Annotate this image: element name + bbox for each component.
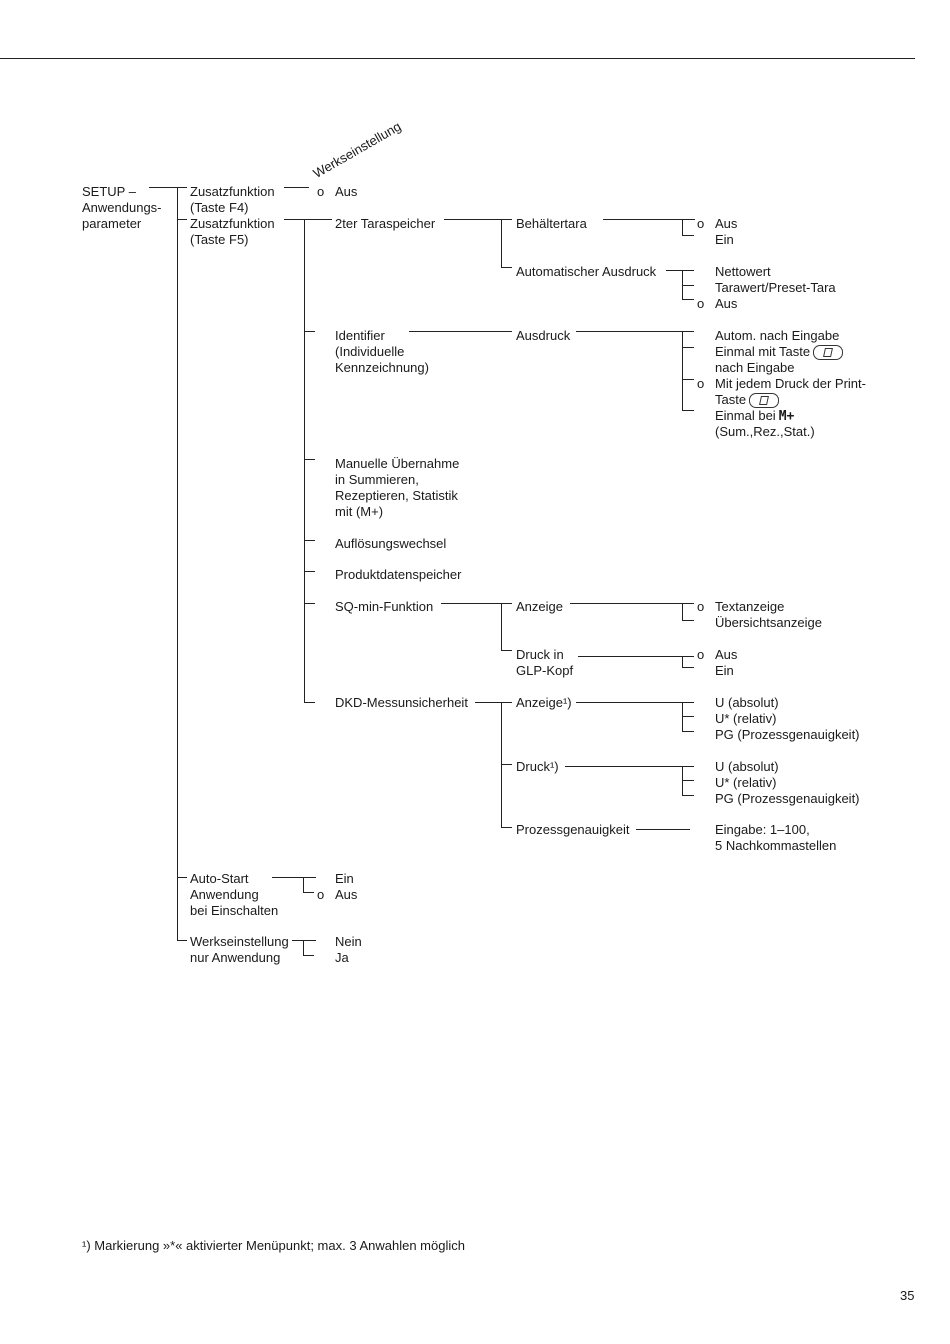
menu-automatischer-ausdruck: Automatischer Ausdruck: [516, 264, 657, 279]
menu-manuelle-uebernahme: Manuelle Übernahme: [335, 456, 460, 471]
root-label-line3: parameter: [82, 216, 142, 231]
print-key-icon: [813, 345, 843, 360]
factory-setting-column-header: Werkseinstellung: [310, 118, 404, 181]
option-einmal-bei-label: Einmal bei: [715, 408, 776, 423]
option-nachkommastellen: 5 Nachkommastellen: [715, 838, 837, 853]
option-pg: PG (Prozessgenauigkeit): [715, 791, 860, 806]
option-sum-rez-stat: (Sum.,Rez.,Stat.): [715, 424, 815, 439]
menu-anzeige: Anzeige: [516, 599, 563, 614]
option-autom-nach-eingabe: Autom. nach Eingabe: [715, 328, 840, 343]
option-ein: Ein: [715, 232, 734, 247]
menu-behaeltertara: Behältertara: [516, 216, 587, 231]
option-pg: PG (Prozessgenauigkeit): [715, 727, 860, 742]
autostart-label-3: bei Einschalten: [190, 903, 279, 918]
factory-marker: o: [697, 647, 705, 662]
menu-druck-glp-line2: GLP-Kopf: [516, 663, 574, 678]
option-einmal-mit-taste: [715, 344, 843, 360]
factory-marker: o: [697, 376, 705, 391]
menu-manuelle-line2: in Summieren,: [335, 472, 419, 487]
factory-marker: o: [317, 887, 325, 902]
zusatzfunktion-f5-label: Zusatzfunktion: [190, 216, 275, 231]
menu-anzeige-dkd: Anzeige¹): [516, 695, 572, 710]
page-number: 35: [900, 1288, 915, 1303]
menu-dkd: DKD-Messunsicherheit: [335, 695, 468, 710]
option-u-absolut: U (absolut): [715, 695, 779, 710]
factory-marker: o: [697, 599, 705, 614]
factory-marker: o: [697, 216, 705, 231]
zusatzfunktion-f5-key: (Taste F5): [190, 232, 249, 247]
menu-produktdatenspeicher: Produktdatenspeicher: [335, 567, 462, 582]
menu-manuelle-line4: mit (M+): [335, 504, 384, 519]
option-eingabe-range: Eingabe: 1–100,: [715, 822, 810, 837]
option-einmal-mit-taste-label: Einmal mit Taste: [715, 344, 811, 359]
option-aus: Aus: [715, 296, 738, 311]
autostart-label-2: Anwendung: [190, 887, 259, 902]
option-textanzeige: Textanzeige: [715, 599, 785, 614]
menu-taraspeicher: 2ter Taraspeicher: [335, 216, 436, 231]
menu-aufloesungswechsel: Auflösungswechsel: [335, 536, 447, 551]
menu-identifier-line3: Kennzeichnung): [335, 360, 429, 375]
factory-marker: o: [697, 296, 705, 311]
werkseinstellung-label-2: nur Anwendung: [190, 950, 281, 965]
menu-ausdruck: Ausdruck: [516, 328, 571, 343]
werkseinstellung-label-1: Werkseinstellung: [190, 934, 289, 949]
zusatzfunktion-f4-key: (Taste F4): [190, 200, 249, 215]
root-label-line2: Anwendungs-: [82, 200, 162, 215]
option-einmal-bei: [715, 408, 794, 425]
option-ja: Ja: [335, 950, 349, 965]
option-tarawert: Tarawert/Preset-Tara: [715, 280, 836, 295]
option-nein: Nein: [335, 934, 362, 949]
factory-marker: o: [317, 184, 325, 199]
zusatzfunktion-f4-label: Zusatzfunktion: [190, 184, 275, 199]
option-aus: Aus: [335, 887, 358, 902]
option-ein: Ein: [335, 871, 354, 886]
menu-prozessgenauigkeit: Prozessgenauigkeit: [516, 822, 630, 837]
option-nettowert: Nettowert: [715, 264, 771, 279]
option-taste-label: Taste: [715, 392, 747, 407]
root-setup-label: SETUP –: [82, 184, 136, 199]
option-mit-jedem-druck: Mit jedem Druck der Print-: [715, 376, 866, 391]
menu-sq-min: SQ-min-Funktion: [335, 599, 434, 614]
option-ein: Ein: [715, 663, 734, 678]
option-u-absolut: U (absolut): [715, 759, 779, 774]
option-taste: [715, 392, 779, 408]
menu-manuelle-line3: Rezeptieren, Statistik: [335, 488, 458, 503]
option-u-relativ: U* (relativ): [715, 711, 777, 726]
footnote: ¹) Markierung »*« aktivierter Menüpunkt; max. 3 Anwahlen möglich: [82, 1238, 465, 1253]
option-aus: Aus: [335, 184, 358, 199]
option-uebersichtsanzeige: Übersichtsanzeige: [715, 615, 822, 630]
m-plus-key-icon: M+: [778, 409, 795, 424]
option-u-relativ: U* (relativ): [715, 775, 777, 790]
print-key-icon: [749, 393, 779, 408]
option-aus: Aus: [715, 216, 738, 231]
menu-identifier-line2: (Individuelle: [335, 344, 405, 359]
menu-druck-dkd: Druck¹): [516, 759, 559, 774]
option-nach-eingabe: nach Eingabe: [715, 360, 795, 375]
option-aus: Aus: [715, 647, 738, 662]
menu-druck-glp: Druck in: [516, 647, 564, 662]
menu-identifier: Identifier: [335, 328, 385, 343]
autostart-label-1: Auto-Start: [190, 871, 249, 886]
